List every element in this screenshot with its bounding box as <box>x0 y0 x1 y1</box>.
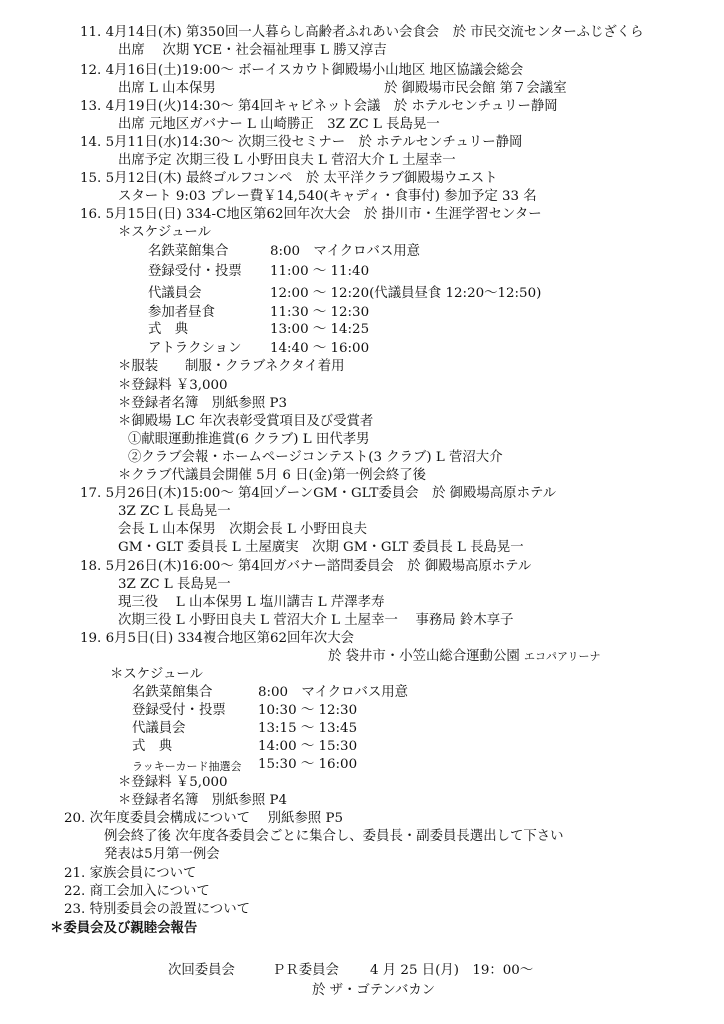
item-18-line2: 3Z ZC L 長島晃一 <box>118 577 231 592</box>
schedule-time: 10:30 ～ 12:30 <box>258 703 358 718</box>
item-12-venue: 於 御殿場市民会館 第７会議室 <box>384 81 567 96</box>
item-text: 商工会加入について <box>89 884 210 899</box>
schedule-label: 登録受付・投票 <box>148 264 242 279</box>
registrant-list: ＊登録者名簿 別紙参照 P3 <box>118 396 288 411</box>
item-19-line1 <box>80 630 354 648</box>
item-text: 5月12日(木) 最終ゴルフコンペ 於 太平洋クラブ御殿場ウエスト <box>105 171 498 186</box>
item-number: 17. <box>80 486 102 501</box>
item-17-line2: 3Z ZC L 長島晃一 <box>118 504 231 519</box>
item-text: 6月5日(日) 334複合地区第62回年次大会 <box>105 631 354 646</box>
item-18-line1 <box>80 558 531 576</box>
registrant-list: ＊登録者名簿 別紙参照 P4 <box>118 793 288 808</box>
item-text: 4月16日(土)19:00～ ボーイスカウト御殿場小山地区 地区協議会総会 <box>105 63 524 78</box>
item-21 <box>64 865 196 883</box>
schedule-label: 代議員会 <box>148 286 202 301</box>
item-number: 18. <box>80 559 102 574</box>
schedule-time: 14:40 ～ 16:00 <box>270 341 370 356</box>
item-text: 5月26日(木)16:00～ 第4回ガバナー諮問委員会 於 御殿場高原ホテル <box>105 559 532 574</box>
schedule-label: 参加者昼食 <box>148 305 215 320</box>
registration-fee: ＊登録料 ￥5,000 <box>118 775 228 790</box>
schedule-heading: ＊スケジュール <box>118 225 211 240</box>
item-text: 5月11日(水)14:30～ 次期三役セミナー 於 ホテルセンチュリー静岡 <box>105 135 523 150</box>
item-18-line3: 現三役 L 山本保男 L 塩川講吉 L 芹澤孝寿 <box>118 595 385 610</box>
item-number: 16. <box>80 207 102 222</box>
schedule-heading: ＊スケジュール <box>110 667 203 682</box>
item-17-line3: 会長 L 山本保男 次期会長 L 小野田良夫 <box>118 522 368 537</box>
item-number: 13. <box>80 99 102 114</box>
venue-name: エコパアリーナ <box>524 650 601 663</box>
delegates-meeting: ＊クラブ代議員会開催 5月 6 日(金)第一例会終了後 <box>118 468 427 483</box>
schedule-label: 式 典 <box>132 739 173 754</box>
committee-report-heading: ＊委員会及び親睦会報告 <box>50 920 198 936</box>
item-number: 12. <box>80 63 102 78</box>
schedule-label: 式 典 <box>148 322 189 337</box>
dress-code: ＊服装 制服・クラブネクタイ着用 <box>118 359 345 374</box>
schedule-label: 名鉄菜館集合 <box>148 244 229 259</box>
item-number: 23. <box>64 902 86 917</box>
awards-heading: ＊御殿場 LC 年次表彰受賞項目及び受賞者 <box>118 414 374 429</box>
next-meeting-venue: 於 ザ・ゴテンバカン <box>312 983 436 998</box>
item-20-line1 <box>64 810 343 828</box>
item-13-line1 <box>80 98 558 116</box>
schedule-time: 8:00 マイクロバス用意 <box>270 244 421 259</box>
schedule-time: 13:15 ～ 13:45 <box>258 721 358 736</box>
schedule-label: ラッキーカード抽選会 <box>132 760 242 773</box>
item-23 <box>64 901 250 919</box>
item-20-line3: 発表は5月第一例会 <box>104 847 220 862</box>
item-14-line1 <box>80 134 522 152</box>
schedule-time: 15:30 ～ 16:00 <box>258 757 358 772</box>
next-meeting-committee: ＰＲ委員会 <box>272 963 339 978</box>
item-text: 家族会員について <box>89 866 197 881</box>
item-number: 14. <box>80 135 102 150</box>
schedule-label: 名鉄菜館集合 <box>132 685 213 700</box>
item-text: 特別委員会の設置について <box>89 902 250 917</box>
schedule-label: 代議員会 <box>132 721 186 736</box>
item-text: 5月15日(日) 334-C地区第62回年次大会 於 掛川市・生涯学習センター <box>105 207 542 222</box>
item-number: 15. <box>80 171 102 186</box>
item-22 <box>64 883 210 901</box>
item-19-venue <box>328 648 601 666</box>
item-text: 4月14日(木) 第350回一人暮らし高齢者ふれあい会食会 於 市民交流センターふじざくら <box>105 25 644 40</box>
item-11-line2: 出席 次期 YCE・社会福祉理事 L 勝又淳吉 <box>118 43 387 58</box>
next-meeting-label: 次回委員会 <box>168 963 235 978</box>
item-number: 20. <box>64 811 86 826</box>
venue-label: 於 袋井市・小笠山総合運動公園 <box>328 649 520 664</box>
item-13-line2: 出席 元地区ガバナー L 山崎勝正 3Z ZC L 長島晃一 <box>118 117 440 132</box>
item-18-line4: 次期三役 L 小野田良夫 L 菅沼大介 L 土屋幸一 事務局 鈴木享子 <box>118 613 514 628</box>
award-item: ①献眼運動推進賞(6 クラブ) L 田代孝男 <box>128 432 370 447</box>
schedule-time: 11:00 ～ 11:40 <box>270 264 370 279</box>
item-15-line2: スタート 9:03 プレー費￥14,540(キャディ・食事付) 参加予定 33 名 <box>118 189 537 204</box>
schedule-time: 14:00 ～ 15:30 <box>258 739 358 754</box>
schedule-time: 11:30 ～ 12:30 <box>270 305 370 320</box>
item-text: 次年度委員会構成について 別紙参照 P5 <box>89 811 343 826</box>
item-12-line1 <box>80 62 523 80</box>
registration-fee: ＊登録料 ￥3,000 <box>118 378 228 393</box>
schedule-label: 登録受付・投票 <box>132 703 226 718</box>
item-17-line4: GM・GLT 委員長 L 土屋廣実 次期 GM・GLT 委員長 L 長島晃一 <box>118 540 524 555</box>
item-20-line2: 例会終了後 次年度各委員会ごとに集合し、委員長・副委員長選出して下さい <box>104 829 564 844</box>
schedule-time: 12:00 ～ 12:20(代議員昼食 12:20～12:50) <box>270 286 542 301</box>
item-number: 11. <box>80 25 102 40</box>
next-meeting-datetime: 4 月 25 日(月) 19：00～ <box>370 963 534 978</box>
item-number: 19. <box>80 631 102 646</box>
item-number: 22. <box>64 884 86 899</box>
item-17-line1 <box>80 485 556 503</box>
item-number: 21. <box>64 866 86 881</box>
item-15-line1 <box>80 170 498 188</box>
item-12-attendee: 出席 L 山本保男 <box>118 81 216 96</box>
item-14-line2: 出席予定 次期三役 L 小野田良夫 L 菅沼大介 L 土屋幸一 <box>118 153 456 168</box>
award-item: ②クラブ会報・ホームページコンテスト(3 クラブ) L 菅沼大介 <box>128 450 503 465</box>
schedule-time: 13:00 ～ 14:25 <box>270 322 370 337</box>
item-text: 4月19日(火)14:30～ 第4回キャビネット会議 於 ホテルセンチュリー静岡 <box>105 99 558 114</box>
schedule-time: 8:00 マイクロバス用意 <box>258 685 409 700</box>
item-16-line1 <box>80 206 542 224</box>
schedule-label: アトラクション <box>148 341 242 356</box>
item-text: 5月26日(木)15:00～ 第4回ゾーンGM・GLT委員会 於 御殿場高原ホテル <box>105 486 557 501</box>
item-11-line1 <box>80 24 644 42</box>
